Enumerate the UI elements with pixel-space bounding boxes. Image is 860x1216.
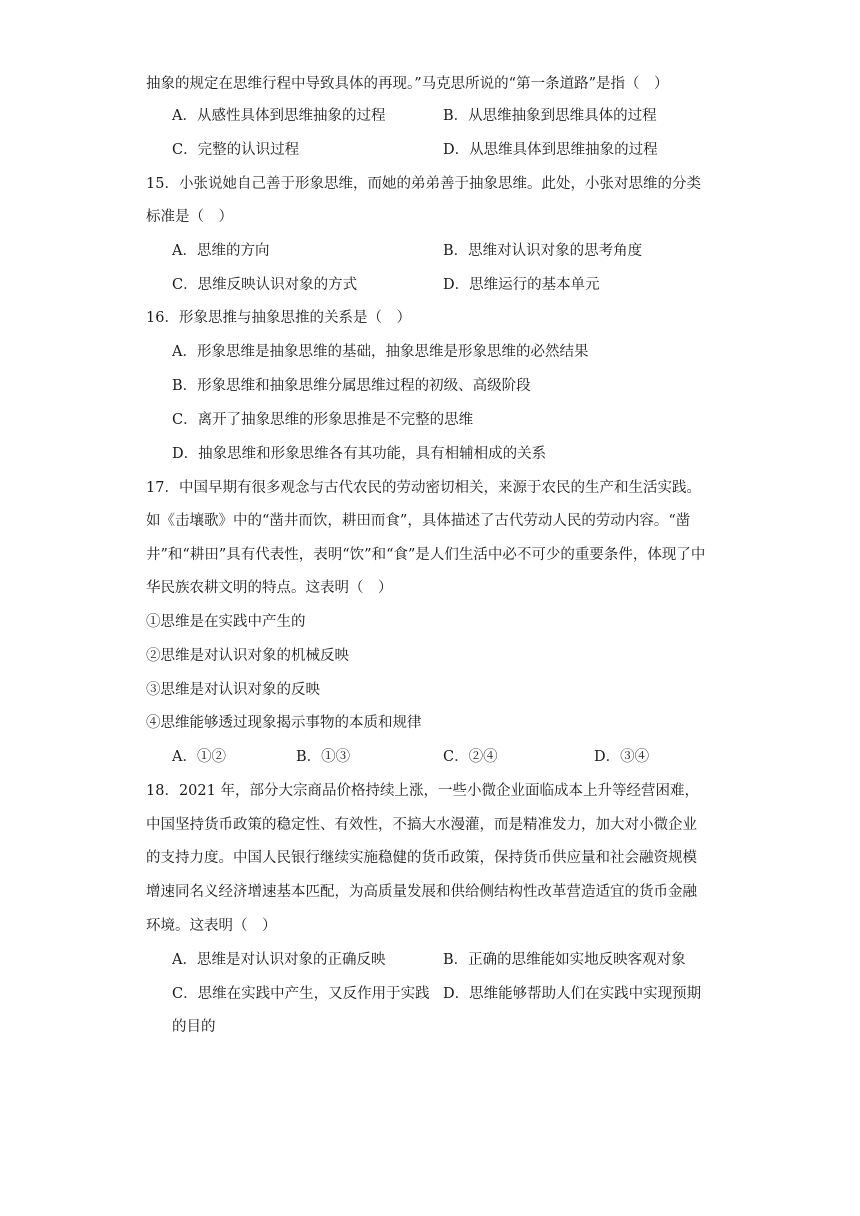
q18-option-c: C．思维在实践中产生，又反作用于实践 <box>172 986 430 1002</box>
q18-stem-line4: 增速同名义经济增速基本匹配，为高质量发展和供给侧结构性改革营造适宜的货币金融 <box>146 884 697 900</box>
q16-stem: 16．形象思推与抽象思推的关系是（ ） <box>146 310 411 326</box>
q18-option-d-line2: 的目的 <box>172 1019 216 1035</box>
q18-option-d-line1: D．思维能够帮助人们在实践中实现预期 <box>443 986 702 1002</box>
q17-statement-2: ②思维是对认识对象的机械反映 <box>146 648 349 664</box>
q17-option-b: B．①③ <box>296 749 351 765</box>
q17-stem-line1: 17．中国早期有很多观念与古代农民的劳动密切相关，来源于农民的生产和生活实践。 <box>146 480 701 496</box>
q15-option-d: D．思维运行的基本单元 <box>443 277 600 293</box>
q17-statement-4: ④思维能够透过现象揭示事物的本质和规律 <box>146 715 422 731</box>
q17-stem-line4: 华民族农耕文明的特点。这表明（ ） <box>146 580 393 596</box>
q14-stem-tail: 抽象的规定在思维行程中导致具体的再现。”马克思所说的“第一条道路”是指（ ） <box>146 76 669 92</box>
q17-option-d: D．③④ <box>594 749 650 765</box>
q15-option-b: B．思维对认识对象的思考角度 <box>443 243 643 259</box>
q17-statement-1: ①思维是在实践中产生的 <box>146 614 306 630</box>
q18-option-b: B．正确的思维能如实地反映客观对象 <box>443 952 686 968</box>
q16-option-a: A．形象思维是抽象思维的基础，抽象思维是形象思维的必然结果 <box>172 344 589 360</box>
q15-stem-line1: 15．小张说她自己善于形象思维，而她的弟弟善于抽象思维。此处，小张对思维的分类 <box>146 176 701 192</box>
q18-stem-line1: 18．2021 年，部分大宗商品价格持续上涨，一些小微企业面临成本上升等经营困难， <box>146 783 699 799</box>
q14-option-d: D．从思维具体到思维抽象的过程 <box>443 142 658 158</box>
q17-stem-line3: 井”和“耕田”具有代表性，表明“饮”和“食”是人们生活中必不可少的重要条件，体现了中 <box>146 547 706 563</box>
q17-statement-3: ③思维是对认识对象的反映 <box>146 682 320 698</box>
q16-option-c: C．离开了抽象思维的形象思推是不完整的思维 <box>172 412 474 428</box>
q17-option-a: A．①② <box>172 749 226 765</box>
q17-stem-line2: 如《击壤歌》中的“凿井而饮，耕田而食”，具体描述了古代劳动人民的劳动内容。“凿 <box>146 513 691 529</box>
q18-stem-line5: 环境。这表明（ ） <box>146 918 277 934</box>
q18-stem-line3: 的支持力度。中国人民银行继续实施稳健的货币政策，保持货币供应量和社会融资规模 <box>146 850 697 866</box>
q15-option-c: C．思维反映认识对象的方式 <box>172 277 358 293</box>
q14-option-b: B．从思维抽象到思维具体的过程 <box>443 108 657 124</box>
q15-stem-line2: 标准是（ ） <box>146 209 233 225</box>
q16-option-b: B．形象思维和抽象思维分属思维过程的初级、高级阶段 <box>172 378 531 394</box>
q16-option-d: D．抽象思维和形象思维各有其功能，具有相辅相成的关系 <box>172 446 547 462</box>
q14-option-a: A．从感性具体到思维抽象的过程 <box>172 108 386 124</box>
q17-option-c: C．②④ <box>443 749 498 765</box>
q18-stem-line2: 中国坚持货币政策的稳定性、有效性，不搞大水漫灌，而是精准发力，加大对小微企业 <box>146 817 697 833</box>
q15-option-a: A．思维的方向 <box>172 243 270 259</box>
q18-option-a: A．思维是对认识对象的正确反映 <box>172 952 386 968</box>
q14-option-c: C．完整的认识过程 <box>172 142 300 158</box>
